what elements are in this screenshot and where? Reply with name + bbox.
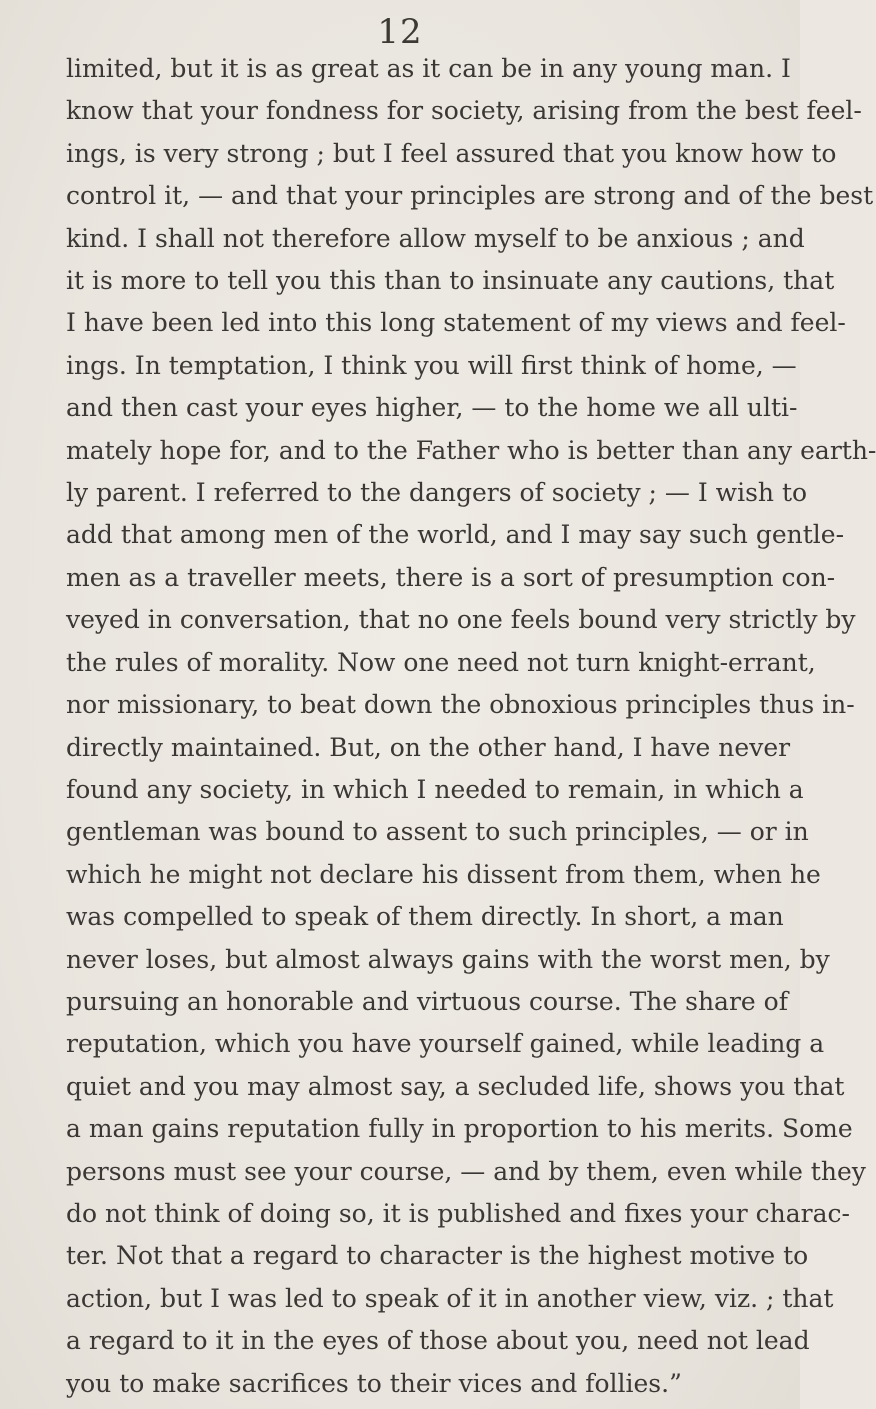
text-line: nor missionary, to beat down the obnoxious principles thus in-	[66, 690, 855, 720]
text-line: know that your fondness for society, arising from the best feel-	[66, 96, 862, 126]
text-line: it is more to tell you this than to insinuate any cautions, that	[66, 266, 835, 296]
text-line: pursuing an honorable and virtuous course. The share of	[66, 986, 788, 1016]
text-line: ings. In temptation, I think you will first think of home, —	[66, 350, 797, 380]
text-line: found any society, in which I needed to remain, in which a	[66, 774, 804, 804]
text-line: veyed in conversation, that no one feels bound very strictly by	[66, 605, 856, 635]
text-line: persons must see your course, — and by them, even while they	[66, 1156, 866, 1186]
text-line: a regard to it in the eyes of those about you, need not lead	[66, 1326, 810, 1356]
text-line: was compelled to speak of them directly. In short, a man	[66, 902, 784, 932]
text-line: quiet and you may almost say, a secluded life, shows you that	[66, 1071, 845, 1101]
text-line: kind. I shall not therefore allow myself to be anxious ; and	[66, 223, 805, 253]
text-line: control it, — and that your principles are strong and of the best	[66, 181, 874, 211]
text-line: ter. Not that a regard to character is the highest motive to	[66, 1241, 809, 1271]
text-line: ly parent. I referred to the dangers of society ; — I wish to	[66, 478, 808, 508]
text-line: which he might not declare his dissent from them, when he	[66, 859, 821, 889]
text-line: add that among men of the world, and I may say such gentle-	[66, 520, 845, 550]
text-line: reputation, which you have yourself gained, while leading a	[66, 1029, 825, 1059]
text-line: never loses, but almost always gains with the worst men, by	[66, 944, 830, 974]
text-line: I have been led into this long statement of my views and feel-	[66, 308, 846, 338]
text-line: men as a traveller meets, there is a sort of presumption con-	[66, 562, 836, 592]
text-line: and then cast your eyes higher, — to the home we all ulti-	[66, 393, 798, 423]
text-line: directly maintained. But, on the other hand, I have never	[66, 732, 791, 762]
text-line: mately hope for, and to the Father who is better than any earth-	[66, 435, 876, 465]
text-line: gentleman was bound to assent to such principles, — or in	[66, 817, 809, 847]
text-line: do not think of doing so, it is published and fixes your charac-	[66, 1198, 850, 1228]
text-line: limited, but it is as great as it can be in any young man. I	[66, 54, 791, 83]
text-line: ings, is very strong ; but I feel assured that you know how to	[66, 138, 837, 168]
text-line: action, but I was led to speak of it in another view, viz. ; that	[66, 1283, 834, 1313]
text-line: the rules of morality. Now one need not turn knight-errant,	[66, 647, 816, 677]
page-number: 12	[377, 12, 423, 52]
text-line: a man gains reputation fully in proportion to his merits. Some	[66, 1114, 853, 1144]
text-line: you to make sacrifices to their vices and follies.”	[66, 1368, 682, 1398]
